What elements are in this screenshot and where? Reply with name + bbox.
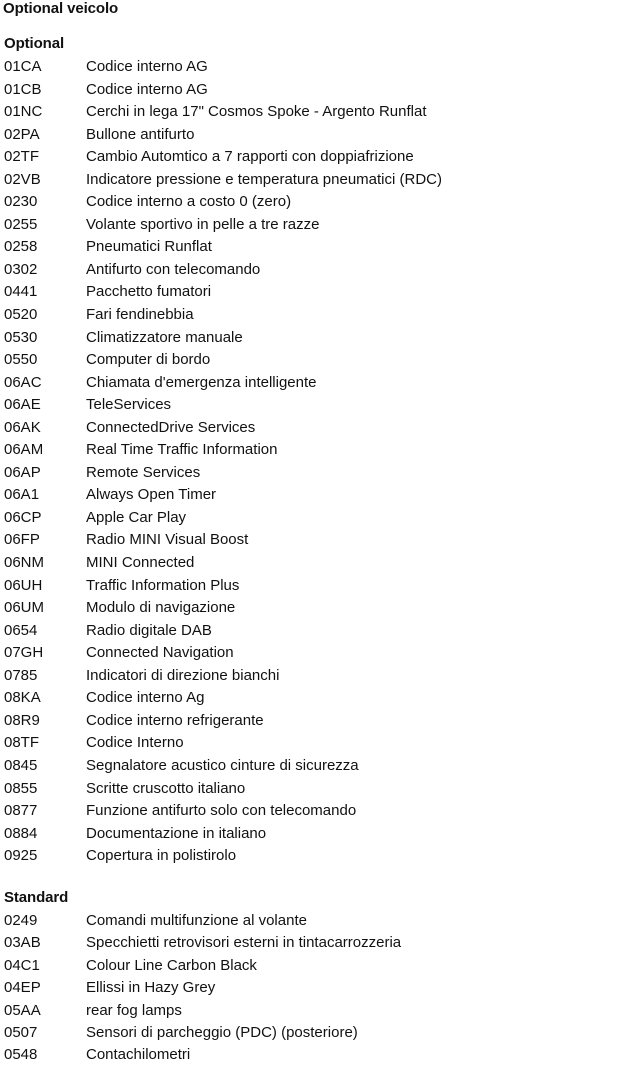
list-item (4, 575, 634, 598)
list-item (4, 236, 634, 259)
list-item (4, 529, 634, 552)
list-item (4, 800, 634, 823)
list-item (4, 687, 634, 710)
option-code: 0925 (4, 847, 38, 865)
list-item (4, 327, 634, 350)
option-description: Specchietti retrovisori esterni in tintacarrozzeria (86, 934, 402, 952)
option-description: Codice Interno (86, 734, 184, 752)
list-item (4, 462, 634, 485)
option-description: Real Time Traffic Information (86, 441, 278, 459)
option-description: Comandi multifunzione al volante (86, 912, 307, 929)
option-code: 0845 (4, 756, 38, 774)
page-title: Optional veicolo (3, 0, 119, 17)
option-description: Pneumatici Runflat (86, 238, 212, 256)
option-description: Traffic Information Plus (86, 576, 240, 594)
option-description: Scritte cruscotto italiano (86, 779, 246, 797)
option-code: 08KA (4, 689, 41, 707)
option-code: 01CB (4, 80, 42, 98)
option-code: 06NM (4, 554, 45, 572)
list-item (4, 56, 634, 79)
option-code: 0249 (4, 912, 38, 929)
option-code: 0530 (4, 328, 38, 346)
optional-list (4, 56, 634, 868)
option-description: Pacchetto fumatori (86, 283, 212, 301)
option-code: 0255 (4, 215, 38, 233)
option-code: 07GH (4, 644, 44, 662)
option-code: 04C1 (4, 956, 40, 974)
option-code: 05AA (4, 1001, 41, 1019)
list-item (4, 304, 634, 327)
option-code: 0654 (4, 621, 38, 639)
option-description: Documentazione in italiano (86, 824, 267, 842)
option-description: Modulo di navigazione (86, 599, 236, 617)
option-code: 06A1 (4, 486, 40, 504)
list-item (4, 191, 634, 214)
option-code: 06AK (4, 418, 41, 436)
option-code: 03AB (4, 934, 41, 952)
list-item (4, 1022, 634, 1044)
option-description: Sensori di parcheggio (PDC) (posteriore) (86, 1023, 358, 1041)
option-code: 06AC (4, 373, 42, 391)
option-code: 06AP (4, 463, 41, 481)
option-code: 0550 (4, 351, 38, 369)
option-description: MINI Connected (86, 554, 195, 572)
optional-section (4, 35, 634, 868)
list-item (4, 778, 634, 801)
option-description: Segnalatore acustico cinture di sicurezza (86, 756, 359, 774)
option-code: 06UH (4, 576, 43, 594)
option-code: 02VB (4, 170, 41, 188)
list-item (4, 101, 634, 124)
list-item (4, 955, 634, 977)
list-item (4, 845, 634, 868)
option-description: Always Open Timer (86, 486, 217, 504)
list-item (4, 281, 634, 304)
option-description: Copertura in polistirolo (86, 847, 237, 865)
option-description: Antifurto con telecomando (86, 260, 261, 278)
option-code: 02PA (4, 125, 40, 143)
list-item (4, 665, 634, 688)
option-description: Indicatori di direzione bianchi (86, 666, 280, 684)
list-item (4, 259, 634, 282)
list-item (4, 1000, 634, 1022)
option-description: Ellissi in Hazy Grey (86, 979, 216, 997)
list-item (4, 124, 634, 147)
list-item (4, 417, 634, 440)
option-code: 0520 (4, 306, 38, 324)
option-description: Codice interno a costo 0 (zero) (86, 193, 292, 211)
list-item (4, 642, 634, 665)
option-description: Cerchi in lega 17" Cosmos Spoke - Argento Runflat (86, 103, 427, 121)
option-description: Fari fendinebbia (86, 306, 194, 324)
list-item (4, 977, 634, 999)
option-code: 08TF (4, 734, 40, 752)
list-item (4, 146, 634, 169)
option-description: ConnectedDrive Services (86, 418, 256, 436)
option-code: 0441 (4, 283, 38, 301)
option-code: 0877 (4, 802, 38, 820)
list-item (4, 439, 634, 462)
list-item (4, 823, 634, 846)
list-item (4, 910, 634, 932)
option-code: 0302 (4, 260, 38, 278)
list-item (4, 552, 634, 575)
standard-list (4, 910, 634, 1067)
option-description: Connected Navigation (86, 644, 234, 662)
option-code: 0258 (4, 238, 38, 256)
option-description: TeleServices (86, 396, 172, 414)
option-description: Climatizzatore manuale (86, 328, 243, 346)
option-code: 01NC (4, 103, 43, 121)
option-code: 0785 (4, 666, 38, 684)
option-description: Contachilometri (86, 1046, 191, 1064)
option-description: Radio digitale DAB (86, 621, 212, 639)
option-description: Volante sportivo in pelle a tre razze (86, 215, 320, 233)
list-item (4, 214, 634, 237)
option-description: Radio MINI Visual Boost (86, 531, 249, 549)
option-description: Remote Services (86, 463, 201, 481)
option-description: Bullone antifurto (86, 125, 195, 143)
option-code: 08R9 (4, 711, 40, 729)
option-description: Codice interno Ag (86, 689, 205, 707)
option-code: 0230 (4, 193, 38, 211)
list-item (4, 932, 634, 954)
option-description: Codice interno refrigerante (86, 711, 264, 729)
option-code: 06CP (4, 508, 42, 526)
option-description: Codice interno AG (86, 80, 208, 98)
list-item (4, 710, 634, 733)
list-item (4, 507, 634, 530)
option-code: 06UM (4, 599, 45, 617)
option-description: Cambio Automtico a 7 rapporti con doppiafrizione (86, 148, 414, 166)
option-code: 0507 (4, 1023, 38, 1041)
option-code: 01CA (4, 58, 42, 75)
option-code: 02TF (4, 148, 40, 166)
option-code: 0548 (4, 1046, 38, 1064)
option-description: Colour Line Carbon Black (86, 956, 257, 974)
standard-section (4, 889, 634, 1067)
list-item (4, 484, 634, 507)
option-code: 06AM (4, 441, 44, 459)
section-heading-standard: Standard (4, 889, 69, 906)
list-item (4, 597, 634, 620)
list-item (4, 394, 634, 417)
list-item (4, 755, 634, 778)
list-item (4, 79, 634, 102)
list-item (4, 349, 634, 372)
list-item (4, 372, 634, 395)
option-code: 06AE (4, 396, 41, 414)
option-description: rear fog lamps (86, 1001, 182, 1019)
option-code: 0884 (4, 824, 38, 842)
option-code: 0855 (4, 779, 38, 797)
option-code: 04EP (4, 979, 41, 997)
list-item (4, 620, 634, 643)
option-description: Apple Car Play (86, 508, 187, 526)
option-description: Chiamata d'emergenza intelligente (86, 373, 317, 391)
list-item (4, 732, 634, 755)
option-description: Computer di bordo (86, 351, 211, 369)
list-item (4, 169, 634, 192)
option-description: Codice interno AG (86, 58, 208, 75)
section-heading-optional: Optional (4, 35, 65, 52)
option-code: 06FP (4, 531, 40, 549)
list-item (4, 1044, 634, 1066)
option-description: Funzione antifurto solo con telecomando (86, 802, 357, 820)
option-description: Indicatore pressione e temperatura pneumatici (RDC) (86, 170, 442, 188)
